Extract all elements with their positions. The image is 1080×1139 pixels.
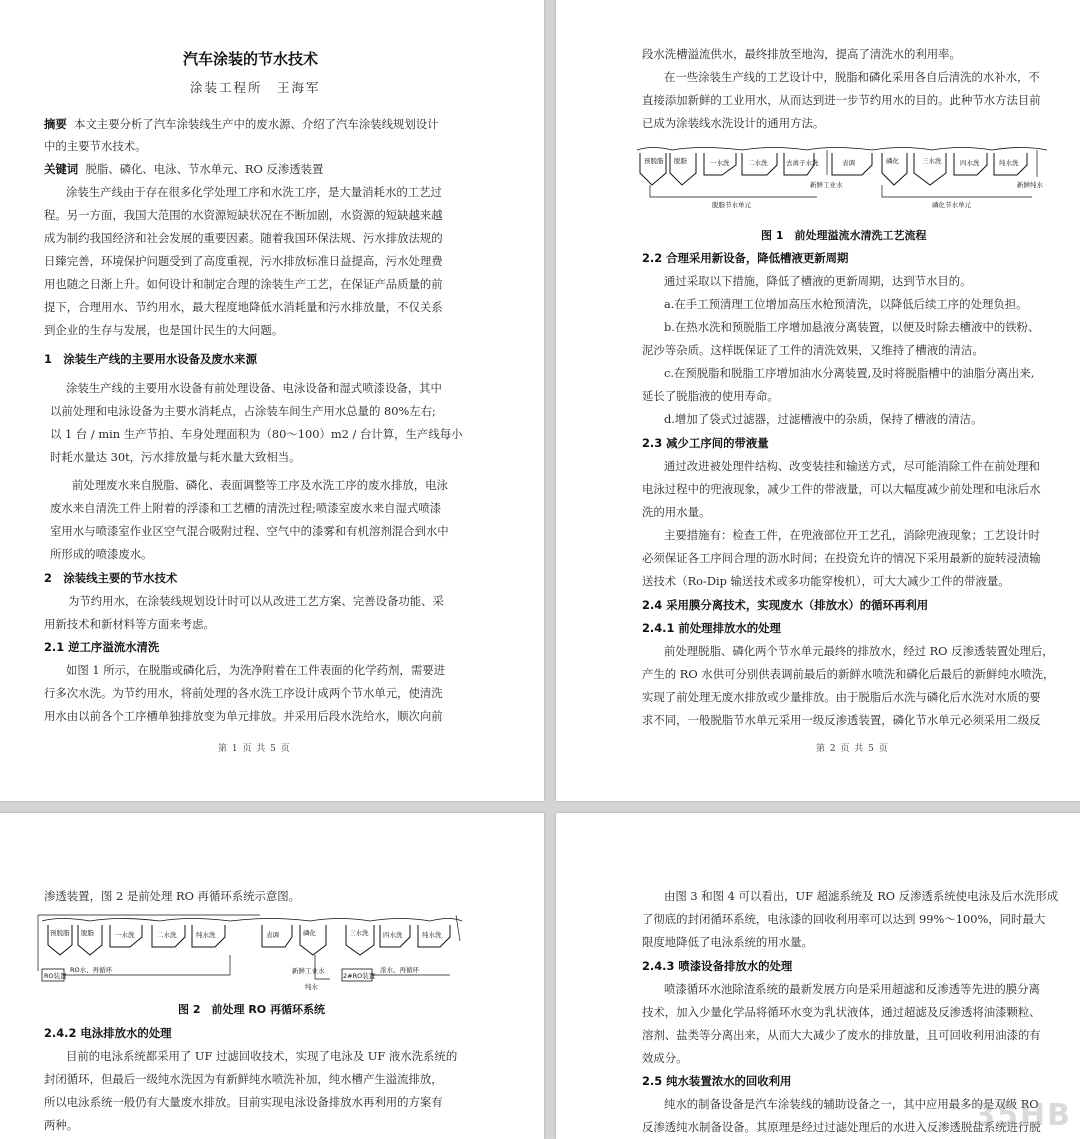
section-2-3-heading: 2.3 减少工序间的带液量: [642, 436, 769, 450]
conveyor-line: [42, 919, 462, 922]
figure-1-flow-diagram: [632, 145, 1062, 215]
intro-line: 到企业的生存与发展，也是国计民生的大问题。: [44, 323, 284, 337]
fig2-label: 预脱脂: [50, 929, 70, 937]
section-2-heading: 2 涂装线主要的节水技术: [44, 571, 178, 585]
p3-top-line: 渗透装置，图 2 是前处理 RO 再循环系统示意图。: [44, 889, 301, 903]
fig1-label: 新鲜工业水: [810, 181, 843, 189]
conveyor-line: [637, 148, 1047, 151]
intro-line: 程。另一方面，我国大范围的水资源短缺状况在不断加剧，水资源的短缺越来越: [44, 208, 443, 222]
s1-line: 时耗水量达 30t，污水排放量与耗水量大致相当。: [50, 450, 301, 464]
section-2-5-heading: 2.5 纯水装置浓水的回收利用: [642, 1074, 792, 1088]
s22-line: d.增加了袋式过滤器，过滤槽液中的杂质，保持了槽液的清洁。: [664, 412, 983, 426]
fig1-label: 一水洗: [710, 159, 730, 167]
s22-line: b.在热水洗和预脱脂工序增加悬液分离装置，以便及时除去槽液中的铁粉、: [664, 320, 1040, 334]
abstract-line-1: [44, 116, 439, 132]
fig1-label: 纯水洗: [999, 159, 1019, 167]
s2-line: 用新技术和新材料等方面来考虑。: [44, 617, 215, 631]
s23-line: 通过改进被处理件结构、改变装挂和输送方式，尽可能消除工件在前处理和: [664, 459, 1040, 473]
fig2-label: 纯水洗: [196, 931, 216, 939]
s25-line: 纯水的制备设备是汽车涂装线的辅助设备之一，其中应用最多的是双级 RO: [664, 1097, 1039, 1111]
p2-top-line: 在一些涂装生产线的工艺设计中，脱脂和磷化采用各自后清洗的水补水，不: [664, 70, 1040, 84]
s22-line: 通过采取以下措施，降低了槽液的更新周期，达到节水目的。: [664, 274, 972, 288]
s23-line: 洗的用水量。: [642, 505, 711, 519]
intro-line: 提下，合理用水、节约用水，最大程度地降低水消耗量和污水排放量，不仅关系: [44, 300, 443, 314]
fig2-label: 脱脂: [81, 929, 94, 937]
s22-line: 延长了脱脂液的使用寿命。: [642, 389, 779, 403]
p2-top-line: 直接添加新鲜的工业用水，从而达到进一步节约用水的目的。此种节水方法目前: [642, 93, 1041, 107]
section-2-4-1-heading: 2.4.1 前处理排放水的处理: [642, 621, 781, 635]
s243-line: 溶剂、盐类等分离出来，从而大大减少了废水的排放量，且可回收利用油漆的有: [642, 1028, 1041, 1042]
s242-line: 目前的电泳系统都采用了 UF 过滤回收技术，实现了电泳及 UF 液水洗系统的: [66, 1049, 458, 1063]
s23-line: 送技术（Ro-Dip 输送技术或多功能穿梭机），可大大减少工件的带液量。: [642, 574, 1010, 588]
fig2-label: 浓水、再循环: [380, 966, 419, 974]
document-page-2: [556, 0, 1080, 801]
fig1-label: 磷化节水单元: [932, 201, 971, 209]
figure-2-svg: [30, 911, 470, 997]
keywords-text: 脱脂、磷化、电泳、节水单元、RO 反渗透装置: [85, 162, 324, 176]
author-line: 涂装工程所 王海军: [190, 80, 321, 95]
s23-line: 主要措施有：检查工件，在兜液部位开工艺孔，消除兜液现象；工艺设计时: [664, 528, 1040, 542]
p2-top-line: 段水洗槽溢流供水，最终排放至地沟，提高了清洗水的利用率。: [642, 47, 961, 61]
section-1-heading: 1 涂装生产线的主要用水设备及废水来源: [44, 352, 257, 366]
intro-line: 日臻完善，环境保护问题受到了高度重视，污水排放标准日益提高，污水处理费: [44, 254, 443, 268]
section-2-1-heading: 2.1 逆工序溢流水清洗: [44, 640, 160, 654]
s242-line: 封闭循环，但最后一级纯水洗因为有新鲜纯水喷洗补加，纯水槽产生溢流排放，: [44, 1072, 443, 1086]
s2-line: 为节约用水，在涂装线规划设计时可以从改进工艺方案、完善设备功能、采: [68, 594, 444, 608]
figure-1-svg: [632, 145, 1062, 215]
fig2-label: 磷化: [303, 929, 316, 937]
fig2-label: 一水洗: [115, 931, 135, 939]
figure-2-flow-diagram: [30, 911, 470, 997]
fig2-label: 新鲜工业水: [292, 967, 325, 975]
s1-p2-line: 所形成的喷漆废水。: [50, 547, 153, 561]
figure-1-caption: 图 1 前处理溢流水清洗工艺流程: [761, 229, 927, 242]
fig2-label: 二水洗: [157, 931, 177, 939]
fig2-label: RO水、再循环: [70, 966, 113, 974]
s23-line: 电泳过程中的兜液现象，减少工件的带液量，可以大幅度减少前处理和电泳后水: [642, 482, 1041, 496]
section-2-4-3-heading: 2.4.3 喷漆设备排放水的处理: [642, 959, 793, 973]
fig1-label: 脱脂节水单元: [712, 201, 751, 209]
fig1-label: 去离子水洗: [786, 159, 819, 167]
keywords-label: 关键词: [44, 162, 79, 176]
fig1-label: 表调: [842, 159, 855, 167]
fig2-label: 三水洗: [349, 929, 369, 937]
s21-line: 行多次水洗。为节约用水，将前处理的各水洗工序设计成两个节水单元，使清洗: [44, 686, 443, 700]
fig2-label: 2#RO装置: [343, 972, 376, 980]
document-page-3: [0, 813, 544, 1139]
s25-line: 反渗透纯水制备设备。其原理是经过过滤处理后的水进入反渗透脱盐系统进行脱: [642, 1120, 1041, 1134]
section-2-2-heading: 2.2 合理采用新设备，降低槽液更新周期: [642, 251, 849, 265]
intro-line: 成为制约我国经济和社会发展的重要因素。随着我国环保法规、污水排放法规的: [44, 231, 443, 245]
p4-line: 限度地降低了电泳系统的用水量。: [642, 935, 813, 949]
unit-bracket: [882, 185, 1032, 197]
fig1-label: 三水洗: [922, 157, 942, 165]
s22-line: c.在预脱脂和脱脂工序增加油水分离装置,及时将脱脂槽中的油脂分离出来,: [664, 366, 1035, 380]
fig1-label: 新鲜纯水: [1017, 181, 1043, 189]
section-2-4-heading: 2.4 采用膜分离技术，实现废水（排放水）的循环再利用: [642, 598, 929, 612]
fig1-label: 脱脂: [674, 157, 687, 165]
fig2-label: 表调: [266, 931, 279, 939]
document-page-4: [556, 813, 1080, 1139]
abstract-text-1: 本文主要分析了汽车涂装线生产中的废水源、介绍了汽车涂装线规划设计: [74, 117, 439, 131]
page-footer: 第 1 页 共 5 页: [218, 744, 291, 754]
s21-line: 如图 1 所示，在脱脂或磷化后，为洗净附着在工件表面的化学药剂，需要进: [66, 663, 445, 677]
fig1-label: 预脱脂: [644, 157, 664, 165]
fig1-label: 磷化: [886, 157, 899, 165]
watermark-logo: 35HB: [974, 1098, 1072, 1133]
fig2-label: RO装置: [44, 972, 67, 980]
s241-line: 前处理脱脂、磷化两个节水单元最终的排放水，经过 RO 反渗透装置处理后，: [664, 644, 1054, 658]
page-footer: 第 2 页 共 5 页: [816, 744, 889, 754]
fig1-label: 二水洗: [748, 159, 768, 167]
s1-p2-line: 废水来自清洗工件上附着的浮漆和工艺槽的清洗过程;喷漆室废水来自湿式喷漆: [50, 501, 442, 515]
abstract-label: 摘要: [44, 117, 67, 131]
s1-line: 以 1 台 / min 生产节拍、车身处理面积为（80～100）m2 / 台计算，生产线每小: [50, 427, 463, 441]
abstract-line-2: 中的主要节水技术。: [44, 139, 147, 153]
s1-p2-line: 室用水与喷漆室作业区空气混合吸附过程、空气中的漆雾和有机溶剂混合到水中: [50, 524, 449, 538]
s241-line: 实现了前处理无废水排放或少量排放。由于脱脂后水洗与磷化后水洗对水质的要: [642, 690, 1041, 704]
s1-line: 涂装生产线的主要用水设备有前处理设备、电泳设备和湿式喷漆设备，其中: [66, 381, 442, 395]
section-2-4-2-heading: 2.4.2 电泳排放水的处理: [44, 1026, 172, 1040]
s21-line: 用水由以前各个工序槽单独排放变为单元排放。并采用后段水洗给水，顺次向前: [44, 709, 443, 723]
unit-bracket: [650, 185, 817, 197]
document-title: 汽车涂装的节水技术: [183, 50, 319, 68]
s241-line: 产生的 RO 水供可分别供表调前最后的新鲜水喷洗和磷化后最后的新鲜纯水喷洗，: [642, 667, 1055, 681]
document-page-1: [0, 0, 544, 801]
intro-line: 涂装生产线由于存在很多化学处理工序和水洗工序，是大量消耗水的工艺过: [66, 185, 442, 199]
s1-p2-line: 前处理废水来自脱脂、磷化、表面调整等工序及水洗工序的废水排放，电泳: [72, 478, 448, 492]
p2-top-line: 已成为涂装线水洗设计的通用方法。: [642, 116, 825, 130]
s243-line: 效成分。: [642, 1051, 688, 1065]
figure-2-caption: 图 2 前处理 RO 再循环系统: [178, 1003, 325, 1016]
s1-line: 以前处理和电泳设备为主要水消耗点，占涂装车间生产用水总量的 80%左右;: [50, 404, 436, 418]
keywords-line: [44, 161, 323, 177]
p4-line: 了彻底的封闭循环系统，电泳漆的回收利用率可以达到 99%～100%，同时最大: [642, 912, 1046, 926]
s22-line: 泥沙等杂质。这样既保证了工件的清洗效果，又维持了槽液的清洁。: [642, 343, 984, 357]
s242-line: 两种。: [44, 1118, 79, 1132]
s22-line: a.在手工预清理工位增加高压水枪预清洗，以降低后续工序的处理负担。: [664, 297, 1028, 311]
fig2-label: 四水洗: [383, 931, 403, 939]
fig2-label: 纯水: [305, 983, 318, 991]
s243-line: 喷漆循环水池除渣系统的最新发展方向是采用超滤和反渗透等先进的膜分离: [664, 982, 1040, 996]
s241-line: 求不同，一般脱脂节水单元采用一级反渗透装置，磷化节水单元必须采用二级反: [642, 713, 1041, 727]
p4-line: 由图 3 和图 4 可以看出，UF 超滤系统及 RO 反渗透系统使电泳及后水洗形成: [664, 889, 1059, 903]
fig1-label: 四水洗: [960, 159, 980, 167]
s243-line: 技术，加入少量化学品将循环水变为乳状液体，通过超滤及反渗透将油漆颗粒、: [642, 1005, 1041, 1019]
s23-line: 必须保证各工序间合理的沥水时间；在投资允许的情况下采用最新的旋转浸渍输: [642, 551, 1041, 565]
s242-line: 所以电泳系统一般仍有大量废水排放。目前实现电泳设备排放水再利用的方案有: [44, 1095, 443, 1109]
fig2-label: 纯水洗: [422, 931, 442, 939]
intro-line: 用也随之日渐上升。如何设计和制定合理的涂装生产工艺，在保证产品质量的前: [44, 277, 443, 291]
